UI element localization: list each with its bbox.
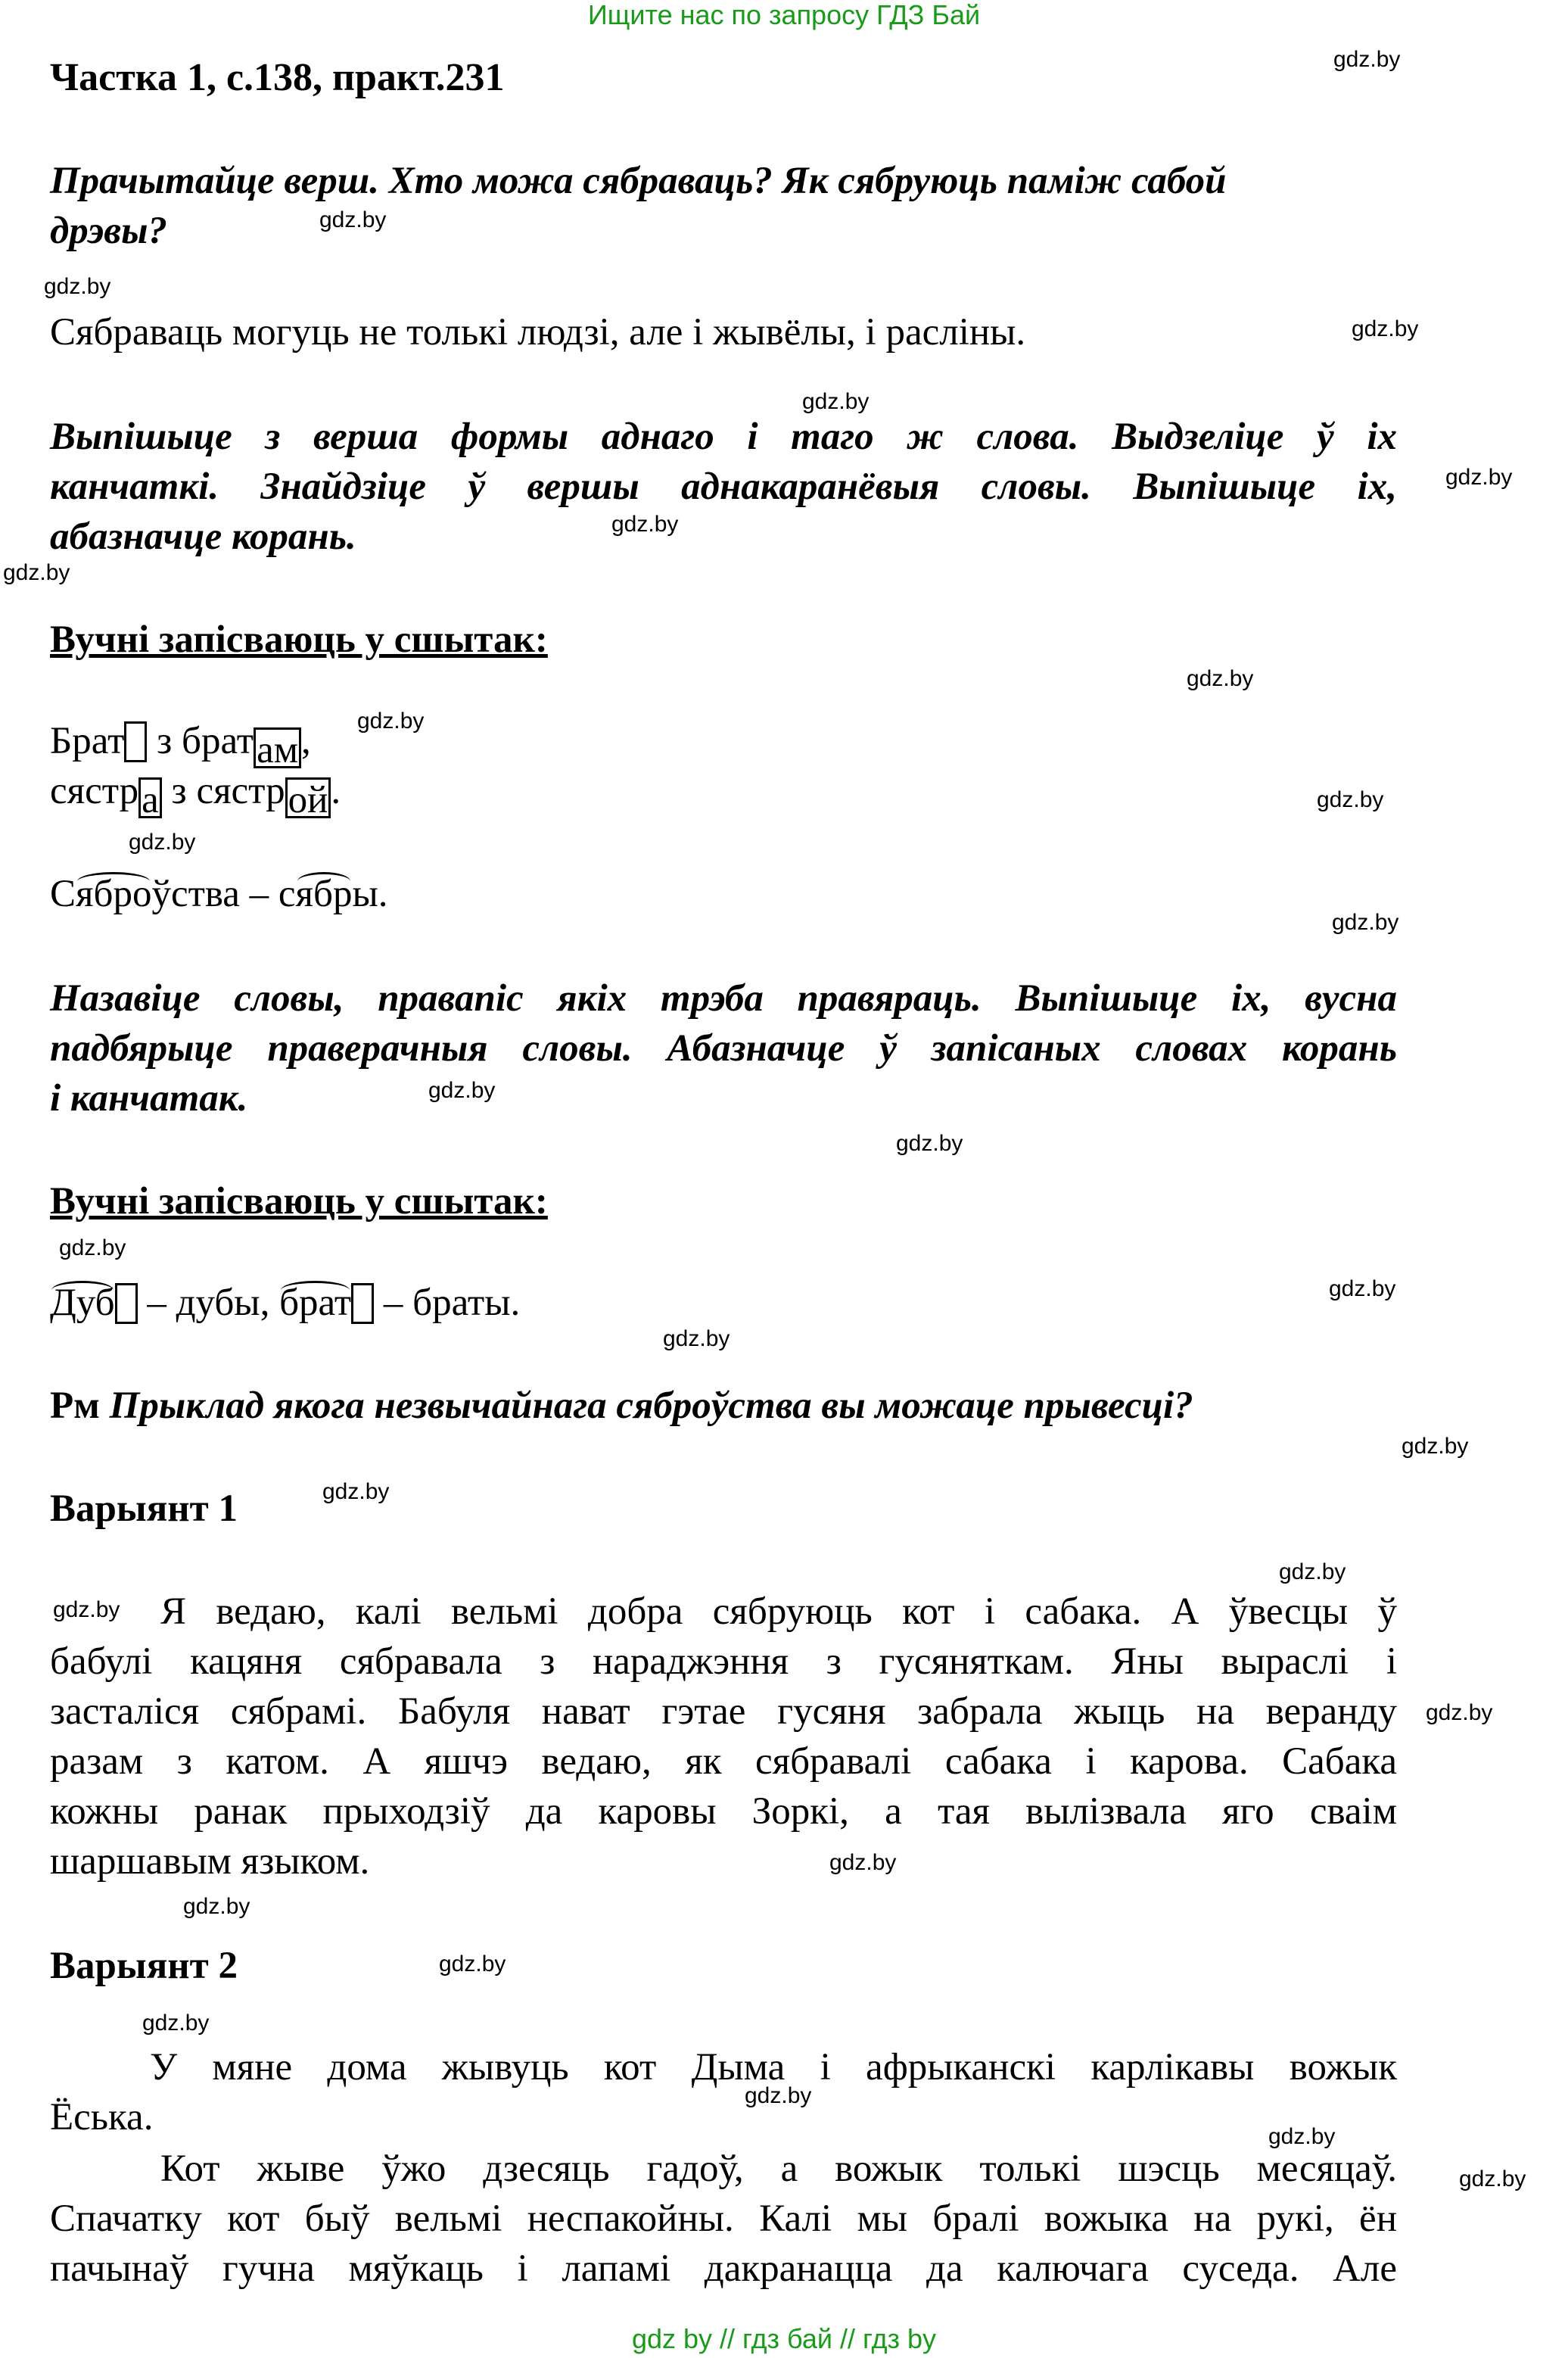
root-arc-dub: Дуб <box>50 1279 115 1326</box>
task1-line2: дрэвы? <box>50 210 167 252</box>
example3-line <box>50 1279 1397 1326</box>
answer1: Сябраваць могуць не толькі людзі, але і жывёлы, і расліны. <box>50 311 1026 354</box>
variant1-line4: разам з катом. А яшчэ ведаю, як сябравалі сабака і карова. Сабака <box>50 1740 1397 1783</box>
rm-text: Прыклад якога незвычайнага сяброўства вы можаце прывесці? <box>109 1385 1193 1427</box>
root-word1-rest: ўства <box>151 873 240 915</box>
watermark: gdz.by <box>1317 787 1384 812</box>
watermark: gdz.by <box>44 274 111 299</box>
example1-line2 <box>50 768 1397 821</box>
watermark: gdz.by <box>1445 465 1513 490</box>
watermark: gdz.by <box>896 1131 963 1156</box>
watermark: gdz.by <box>59 1235 126 1260</box>
watermark: gdz.by <box>829 1850 897 1875</box>
zero-ending-box-brat <box>351 1283 374 1324</box>
period: . <box>331 770 341 812</box>
variant2-line1: У мяне дома жывуць кот Дыма і афрыканскі карлікавы вожык <box>150 2046 1397 2089</box>
variant1-title: Варыянт 1 <box>50 1487 238 1530</box>
watermark: gdz.by <box>53 1597 120 1622</box>
word-z2: з <box>171 770 187 812</box>
ending-box-a: а <box>138 777 162 818</box>
variant1-line6: шаршавым языком. <box>50 1840 370 1883</box>
watermark: gdz.by <box>142 2011 210 2036</box>
watermark: gdz.by <box>129 830 196 855</box>
task3-line1: Назавіце словы, правапіс якіх трэба правяраць. Выпішыце іх, вусна <box>50 977 1397 1020</box>
rm-task <box>50 1382 1397 1429</box>
watermark: gdz.by <box>322 1479 390 1504</box>
task2-line2: канчаткі. Знайдзіце ў вершы аднакаранёвыя словы. Выпішыце іх, <box>50 466 1397 508</box>
zero-ending-box <box>124 721 147 762</box>
variant1-line1: Я ведаю, калі вельмі добра сябруюць кот і сабака. А ўвесцы ў <box>160 1590 1397 1633</box>
comma: , <box>301 720 311 762</box>
dubi-text: – дубы, <box>147 1282 270 1324</box>
task1-line1: Прачытайце верш. Хто можа сябраваць? Як сябруюць паміж сабой <box>50 160 1227 202</box>
watermark: gdz.by <box>428 1078 496 1103</box>
variant1-line5: кожны ранак прыходзіў да каровы Зоркі, а тая вылізвала яго сваім <box>50 1790 1397 1833</box>
watermark: gdz.by <box>802 389 870 414</box>
variant2-line2: Ёська. <box>50 2096 154 2138</box>
watermark: gdz.by <box>745 2083 812 2108</box>
example1-line1 <box>50 718 1397 771</box>
task2-line1: Выпішыце з верша формы аднаго і таго ж слова. Выдзеліце ў іх <box>50 416 1397 458</box>
watermark: gdz.by <box>1426 1700 1493 1725</box>
watermark: gdz.by <box>663 1326 730 1351</box>
watermark: gdz.by <box>1279 1559 1346 1584</box>
watermark: gdz.by <box>1459 2166 1526 2191</box>
root-word2-prefix: с <box>278 873 296 915</box>
root-word1-prefix: С <box>50 873 76 915</box>
word-brat: Брат <box>50 720 125 762</box>
bottom-banner[interactable]: gdz by // гдз бай // гдз by <box>631 2323 937 2354</box>
notebook-label: Вучні запісваюць у сшытак: <box>50 618 548 661</box>
root-arc-syabro: ябро <box>76 871 151 917</box>
page-header: Частка 1, с.138, практ.231 <box>50 56 505 99</box>
zero-ending-box-dub <box>115 1283 138 1324</box>
ending-box-oj: ой <box>285 777 331 818</box>
word-z: з <box>157 720 173 762</box>
watermark: gdz.by <box>611 512 679 537</box>
braty-text: – браты. <box>383 1282 521 1324</box>
task3-line2: падбярыце праверачныя словы. Абазначце ў запісаных словах корань <box>50 1027 1397 1070</box>
variant2-line3: Кот жыве ўжо дзесяць гадоў, а вожык толькі шэсць месяцаў. <box>160 2148 1397 2190</box>
ending-box-am: ам <box>254 727 301 768</box>
watermark: gdz.by <box>357 709 425 734</box>
task2-line3: абазначце корань. <box>50 516 356 558</box>
variant2-line5: пачынаў гучна мяўкаць і лапамі дакранацца да калючага суседа. Але <box>50 2247 1397 2290</box>
notebook-label-2: Вучні запісваюць у сшытак: <box>50 1180 548 1223</box>
watermark: gdz.by <box>1402 1434 1469 1459</box>
rm-prefix: Рм <box>50 1385 100 1427</box>
dash: – <box>249 873 269 915</box>
top-banner[interactable]: Ищите нас по запросу ГДЗ Бай <box>587 0 981 30</box>
watermark: gdz.by <box>183 1894 250 1919</box>
watermark: gdz.by <box>1332 910 1399 935</box>
example2-line <box>50 871 1397 917</box>
word-syastr2: сястр <box>196 770 285 812</box>
root-arc-brat: брат <box>279 1279 351 1326</box>
variant2-line4: Спачатку кот быў вельмі неспакойны. Калі мы бралі вожыка на рукі, ён <box>50 2198 1397 2240</box>
variant1-line3: засталіся сябрамі. Бабуля нават гэтае гусяня забрала жыць на веранду <box>50 1690 1397 1733</box>
watermark: gdz.by <box>1187 666 1254 691</box>
word-syastr: сястр <box>50 770 139 812</box>
watermark: gdz.by <box>1333 47 1401 72</box>
root-arc-syabr: ябр <box>296 871 353 917</box>
watermark: gdz.by <box>1329 1276 1396 1301</box>
variant1-line2: бабулі кацяня сябравала з нараджэння з гусяняткам. Яны выраслі і <box>50 1640 1397 1683</box>
root-word2-rest: ы. <box>352 873 388 915</box>
word-brat-stem: брат <box>182 720 254 762</box>
watermark: gdz.by <box>1352 316 1419 341</box>
watermark: gdz.by <box>319 207 387 232</box>
watermark: gdz.by <box>3 560 70 585</box>
watermark: gdz.by <box>1268 2124 1336 2149</box>
watermark: gdz.by <box>439 1952 506 1976</box>
variant2-title: Варыянт 2 <box>50 1945 238 1987</box>
task3-line3: і канчатак. <box>50 1077 248 1120</box>
